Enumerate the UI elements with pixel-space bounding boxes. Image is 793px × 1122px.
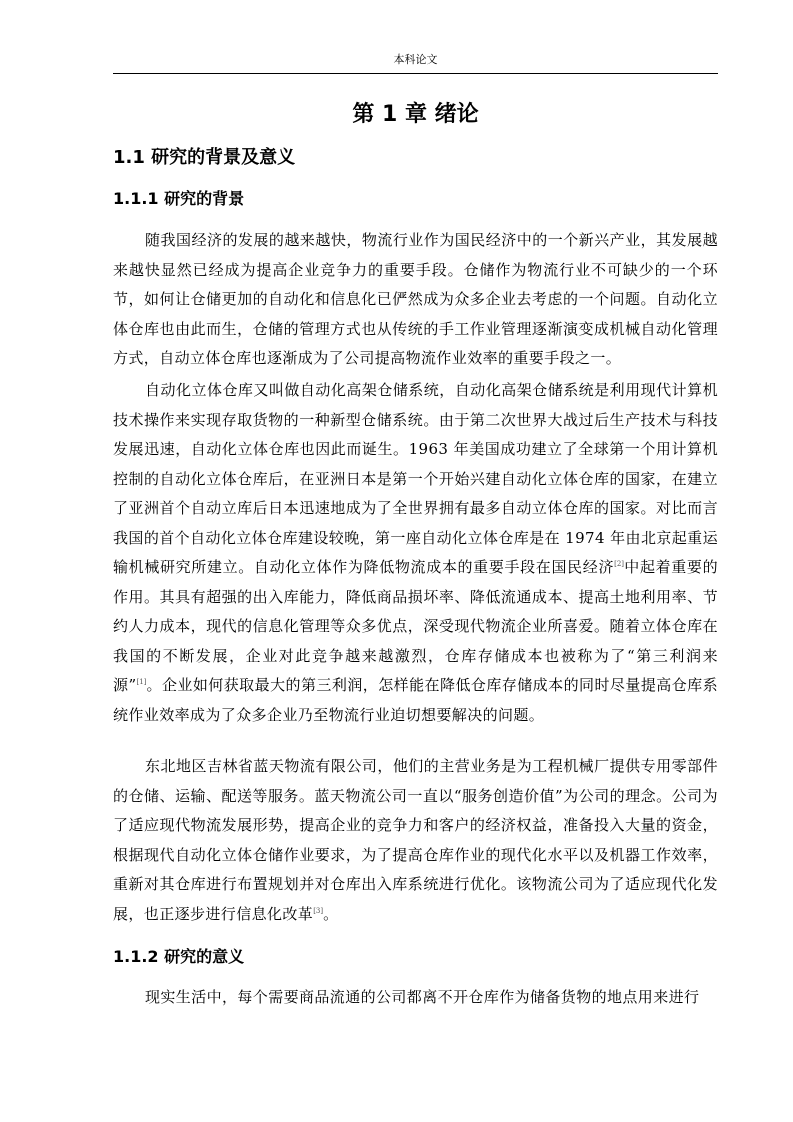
paragraph-4: 现实生活中，每个需要商品流通的公司都离不开仓库作为储备货物的地点用来进行 bbox=[145, 988, 700, 1006]
paragraph-3-part-1: 东北地区吉林省蓝天物流有限公司，他们的主营业务是为工程机械厂提供专用零部件的仓储、运输、配送等服务。蓝天物流公司一直以“服务创造价值”为公司的理念。公司为了适应现代物流发展形势，提高企业的竞争力和客户的经济权益，准备投入大量的资金，根据现代自动化立体仓储作业要求，为了提高仓库作业的现代化水平以及机器工作效率，重新对其仓库进行布置规划并对仓库出入库系统进行优化。该物流公司为了适应现代化发展，也正逐步进行信息化改革 bbox=[113, 757, 718, 923]
citation-ref: [3] bbox=[313, 906, 324, 915]
paragraph-3-part-2: 。 bbox=[323, 904, 339, 923]
paragraph-1: 随我国经济的发展的越来越快，物流行业作为国民经济中的一个新兴产业，其发展越来越快显然已经成为提高企业竞争力的重要手段。仓储作为物流行业不可缺少的一个环节，如何让仓储更加的自动化和信息化已俨然成为众多企业去考虑的一个问题。自动化立体仓库也由此而生，仓储的管理方式也从传统的手工作业管理逐渐演变成机械自动化管理方式，自动立体仓库也逐渐成为了公司提高物流作业效率的重要手段之一。 bbox=[113, 231, 718, 367]
paragraph-2 bbox=[113, 376, 718, 730]
paragraph-2-part-3: 。企业如何获取最大的第三利润，怎样能在降低仓库存储成本的同时尽量提高仓库系统作业效率成为了众多企业乃至物流行业迫切想要解决的问题。 bbox=[113, 676, 719, 724]
paragraph-2-part-2: 中起着重要的作用。其具有超强的出入库能力，降低商品损坏率、降低流通成本、提高土地利用率、节约人力成本，现代的信息化管理等众多优点，深受现代物流企业所喜爱。随着立体仓库在我国的不断发展，企业对此竞争越来越激烈，仓库存储成本也被称为了“第三利润来源” bbox=[113, 558, 718, 694]
chapter-title: 第 1 章 绪论 bbox=[352, 102, 479, 127]
subsection-heading-1-1-2: 1.1.2 研究的意义 bbox=[113, 947, 245, 966]
running-header: 本科论文 bbox=[393, 53, 438, 66]
paragraph-3 bbox=[113, 752, 718, 929]
citation-ref: [2] bbox=[614, 560, 625, 568]
section-heading-1-1: 1.1 研究的背景及意义 bbox=[113, 147, 296, 168]
header-rule bbox=[113, 73, 718, 74]
citation-ref: [1] bbox=[136, 678, 147, 686]
paragraph-2-part-1: 自动化立体仓库又叫做自动化高架仓储系统，自动化高架仓储系统是利用现代计算机技术操作来实现存取货物的一种新型仓储系统。由于第二次世界大战过后生产技术与科技发展迅速，自动化立体仓库也因此而诞生。1963 年美国成功建立了全球第一个用计算机控制的自动化立体仓库后，在亚洲日本是第一个开始兴建自动化立体仓库的国家，在建立了亚洲首个自动立库后日本迅速地成为了全世界拥有最多自动立体仓库的国家。对比而言我国的首个自动化立体仓库建设较晚，第一座自动化立体仓库是在 1974 年由北京起重运输机械研究所建立。自动化立体作为降低物流成本的重要手段在国民经济 bbox=[113, 381, 718, 576]
subsection-heading-1-1-1: 1.1.1 研究的背景 bbox=[113, 189, 245, 208]
